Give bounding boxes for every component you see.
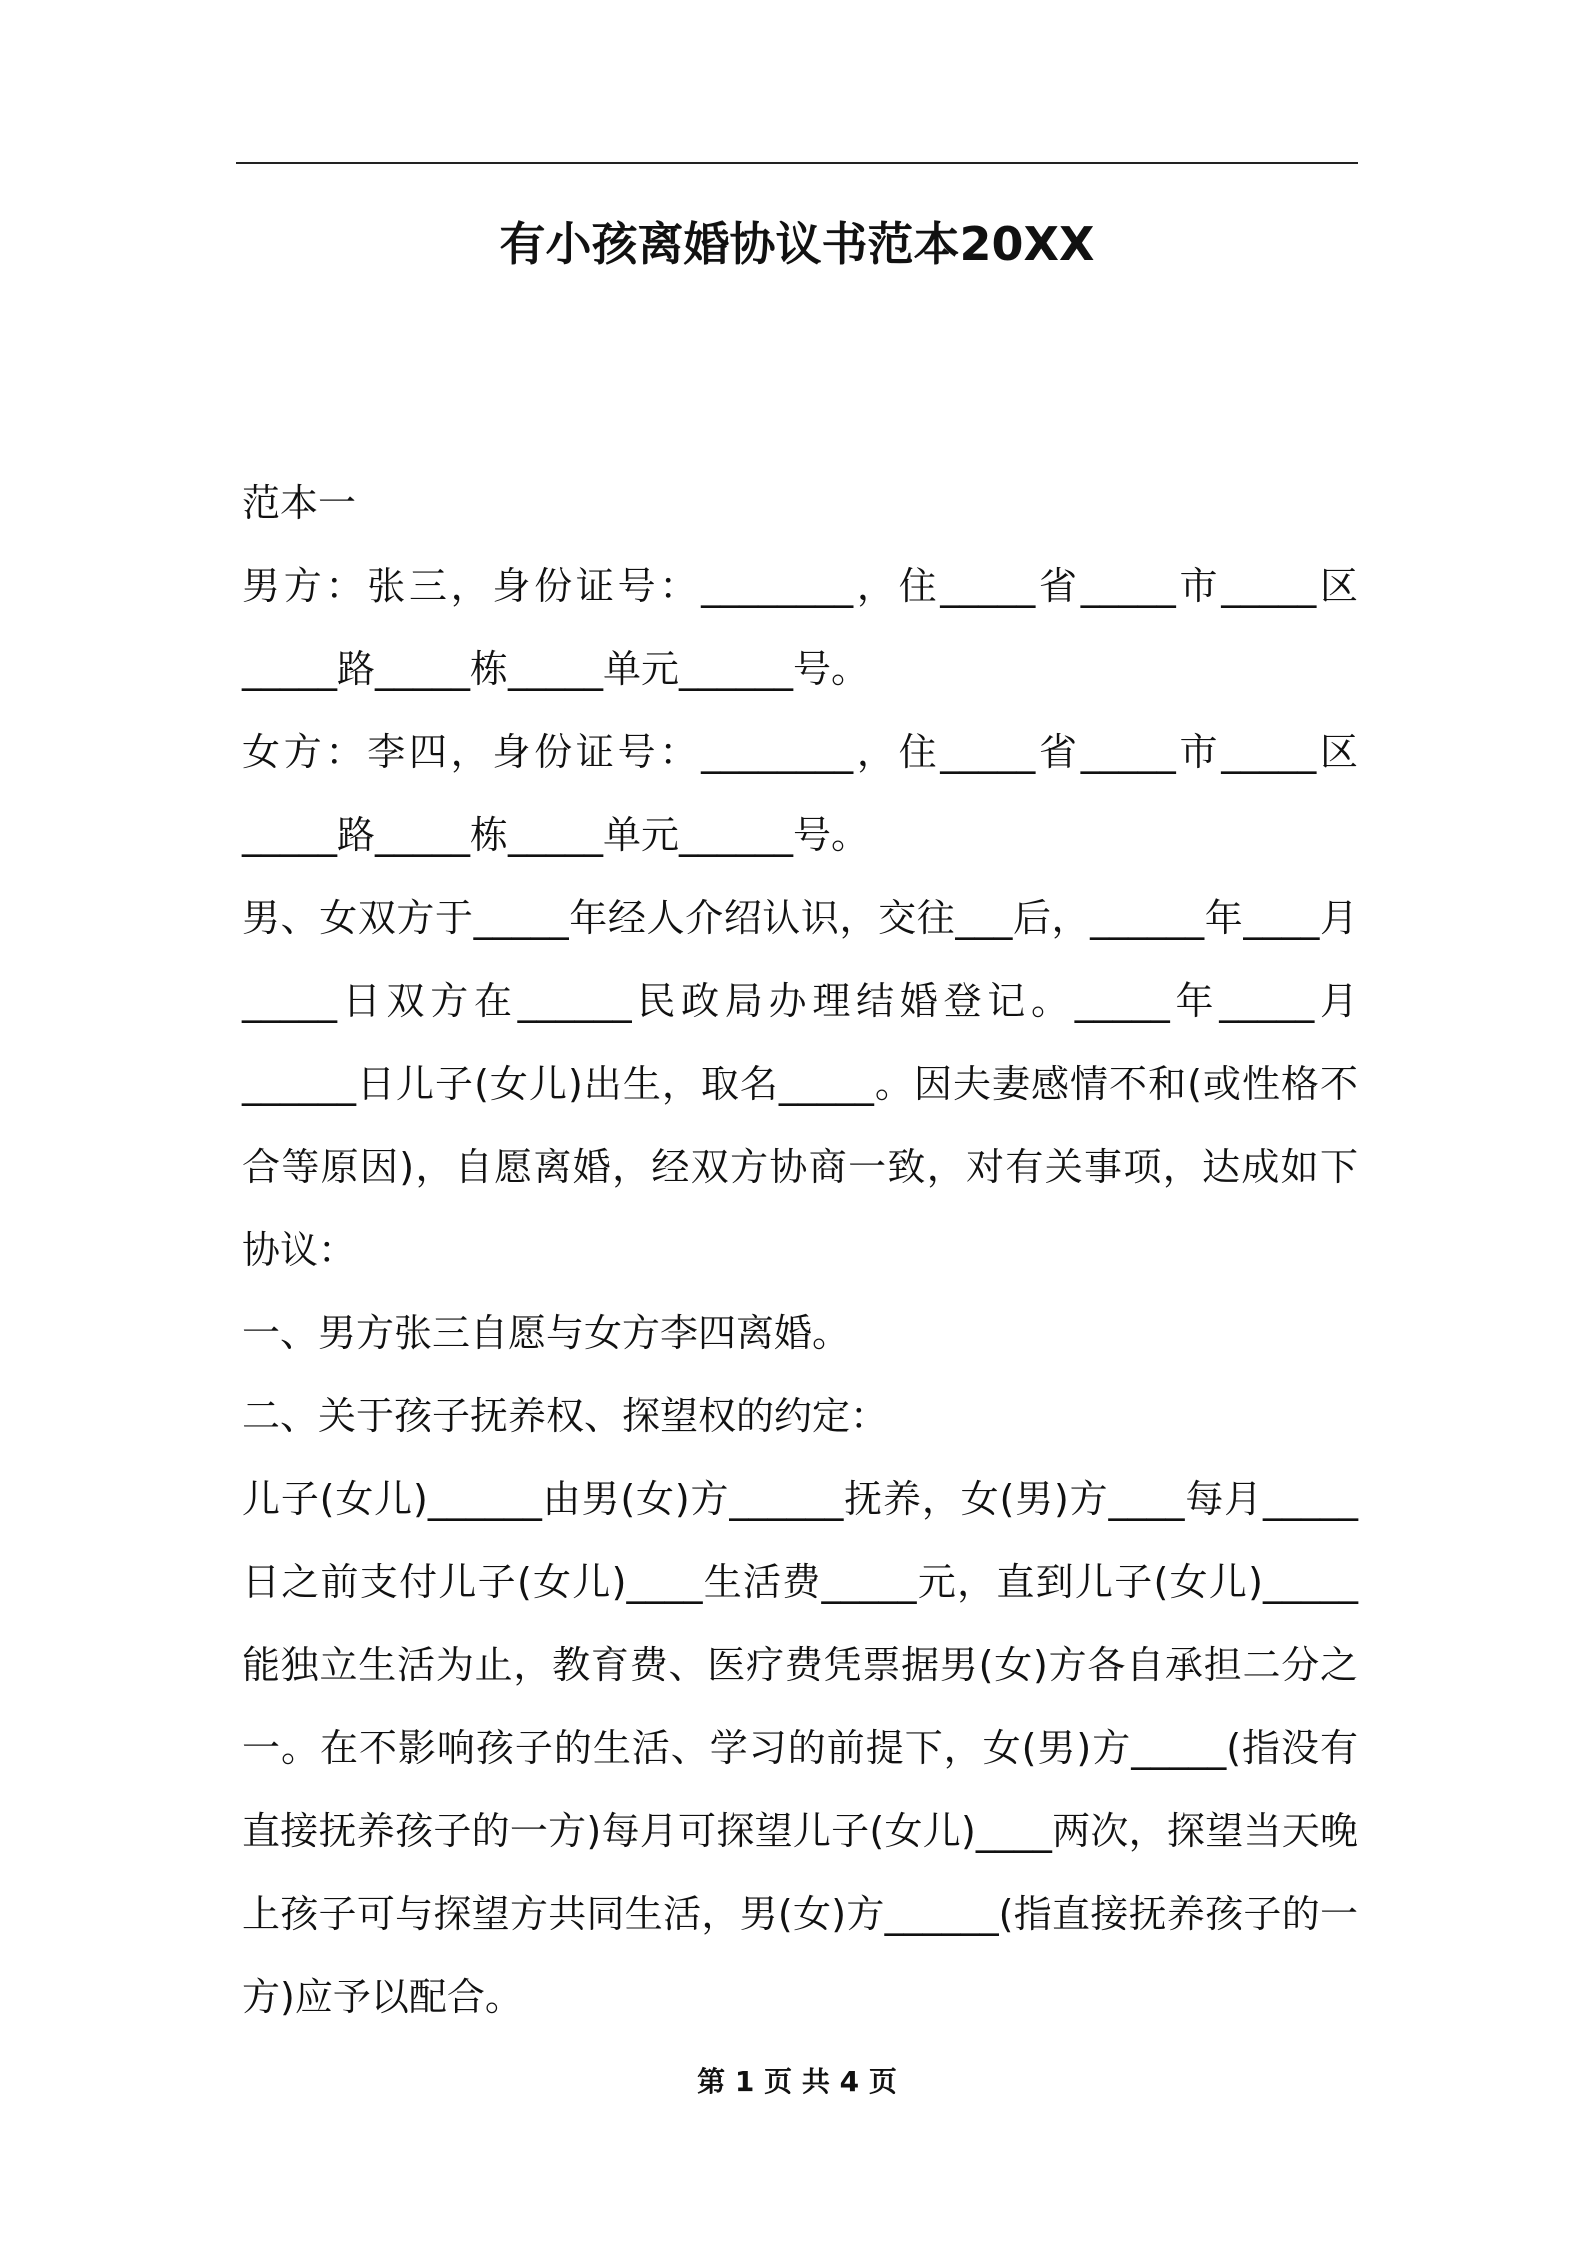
clause-one: 一、男方张三自愿与女方李四离婚。	[242, 1311, 851, 1355]
paragraph-male-party: 男方：张三，身份证号：________，住_____省_____市_____区_____路_____栋_____单元______号。	[242, 564, 1358, 691]
clause-two-body: 儿子(女儿)______由男(女)方______抚养，女(男)方____每月_____日之前支付儿子(女儿)____生活费_____元，直到儿子(女儿)_____能独立生活为止，教育费、医疗费凭票据男(女)方各自承担二分之一。在不影响孩子的生活、学习的前提下，女(男)方_____(指没有直接抚养孩子的一方)每月可探望儿子(女儿)____两次，探望当天晚上孩子可与探望方共同生活，男(女)方______(指直接抚养孩子的一方)应予以配合。	[242, 1477, 1358, 2019]
paragraph-background: 男、女双方于_____年经人介绍认识，交往___后，______年____月_____日双方在______民政局办理结婚登记。_____年_____月______日儿子(女儿)出生，取名_____。因夫妻感情不和(或性格不合等原因)，自愿离婚，经双方协商一致，对有关事项，达成如下协议：	[242, 896, 1358, 1272]
document-body	[242, 462, 1358, 2039]
section-heading: 范本一	[242, 481, 357, 525]
header-rule	[236, 162, 1358, 164]
paragraph-female-party: 女方：李四，身份证号：________，住_____省_____市_____区_____路_____栋_____单元______号。	[242, 730, 1358, 857]
clause-two-heading: 二、关于孩子抚养权、探望权的约定：	[242, 1394, 889, 1438]
page-footer: 第 1 页 共 4 页	[697, 2065, 897, 2098]
document-title: 有小孩离婚协议书范本20XX	[499, 217, 1095, 271]
